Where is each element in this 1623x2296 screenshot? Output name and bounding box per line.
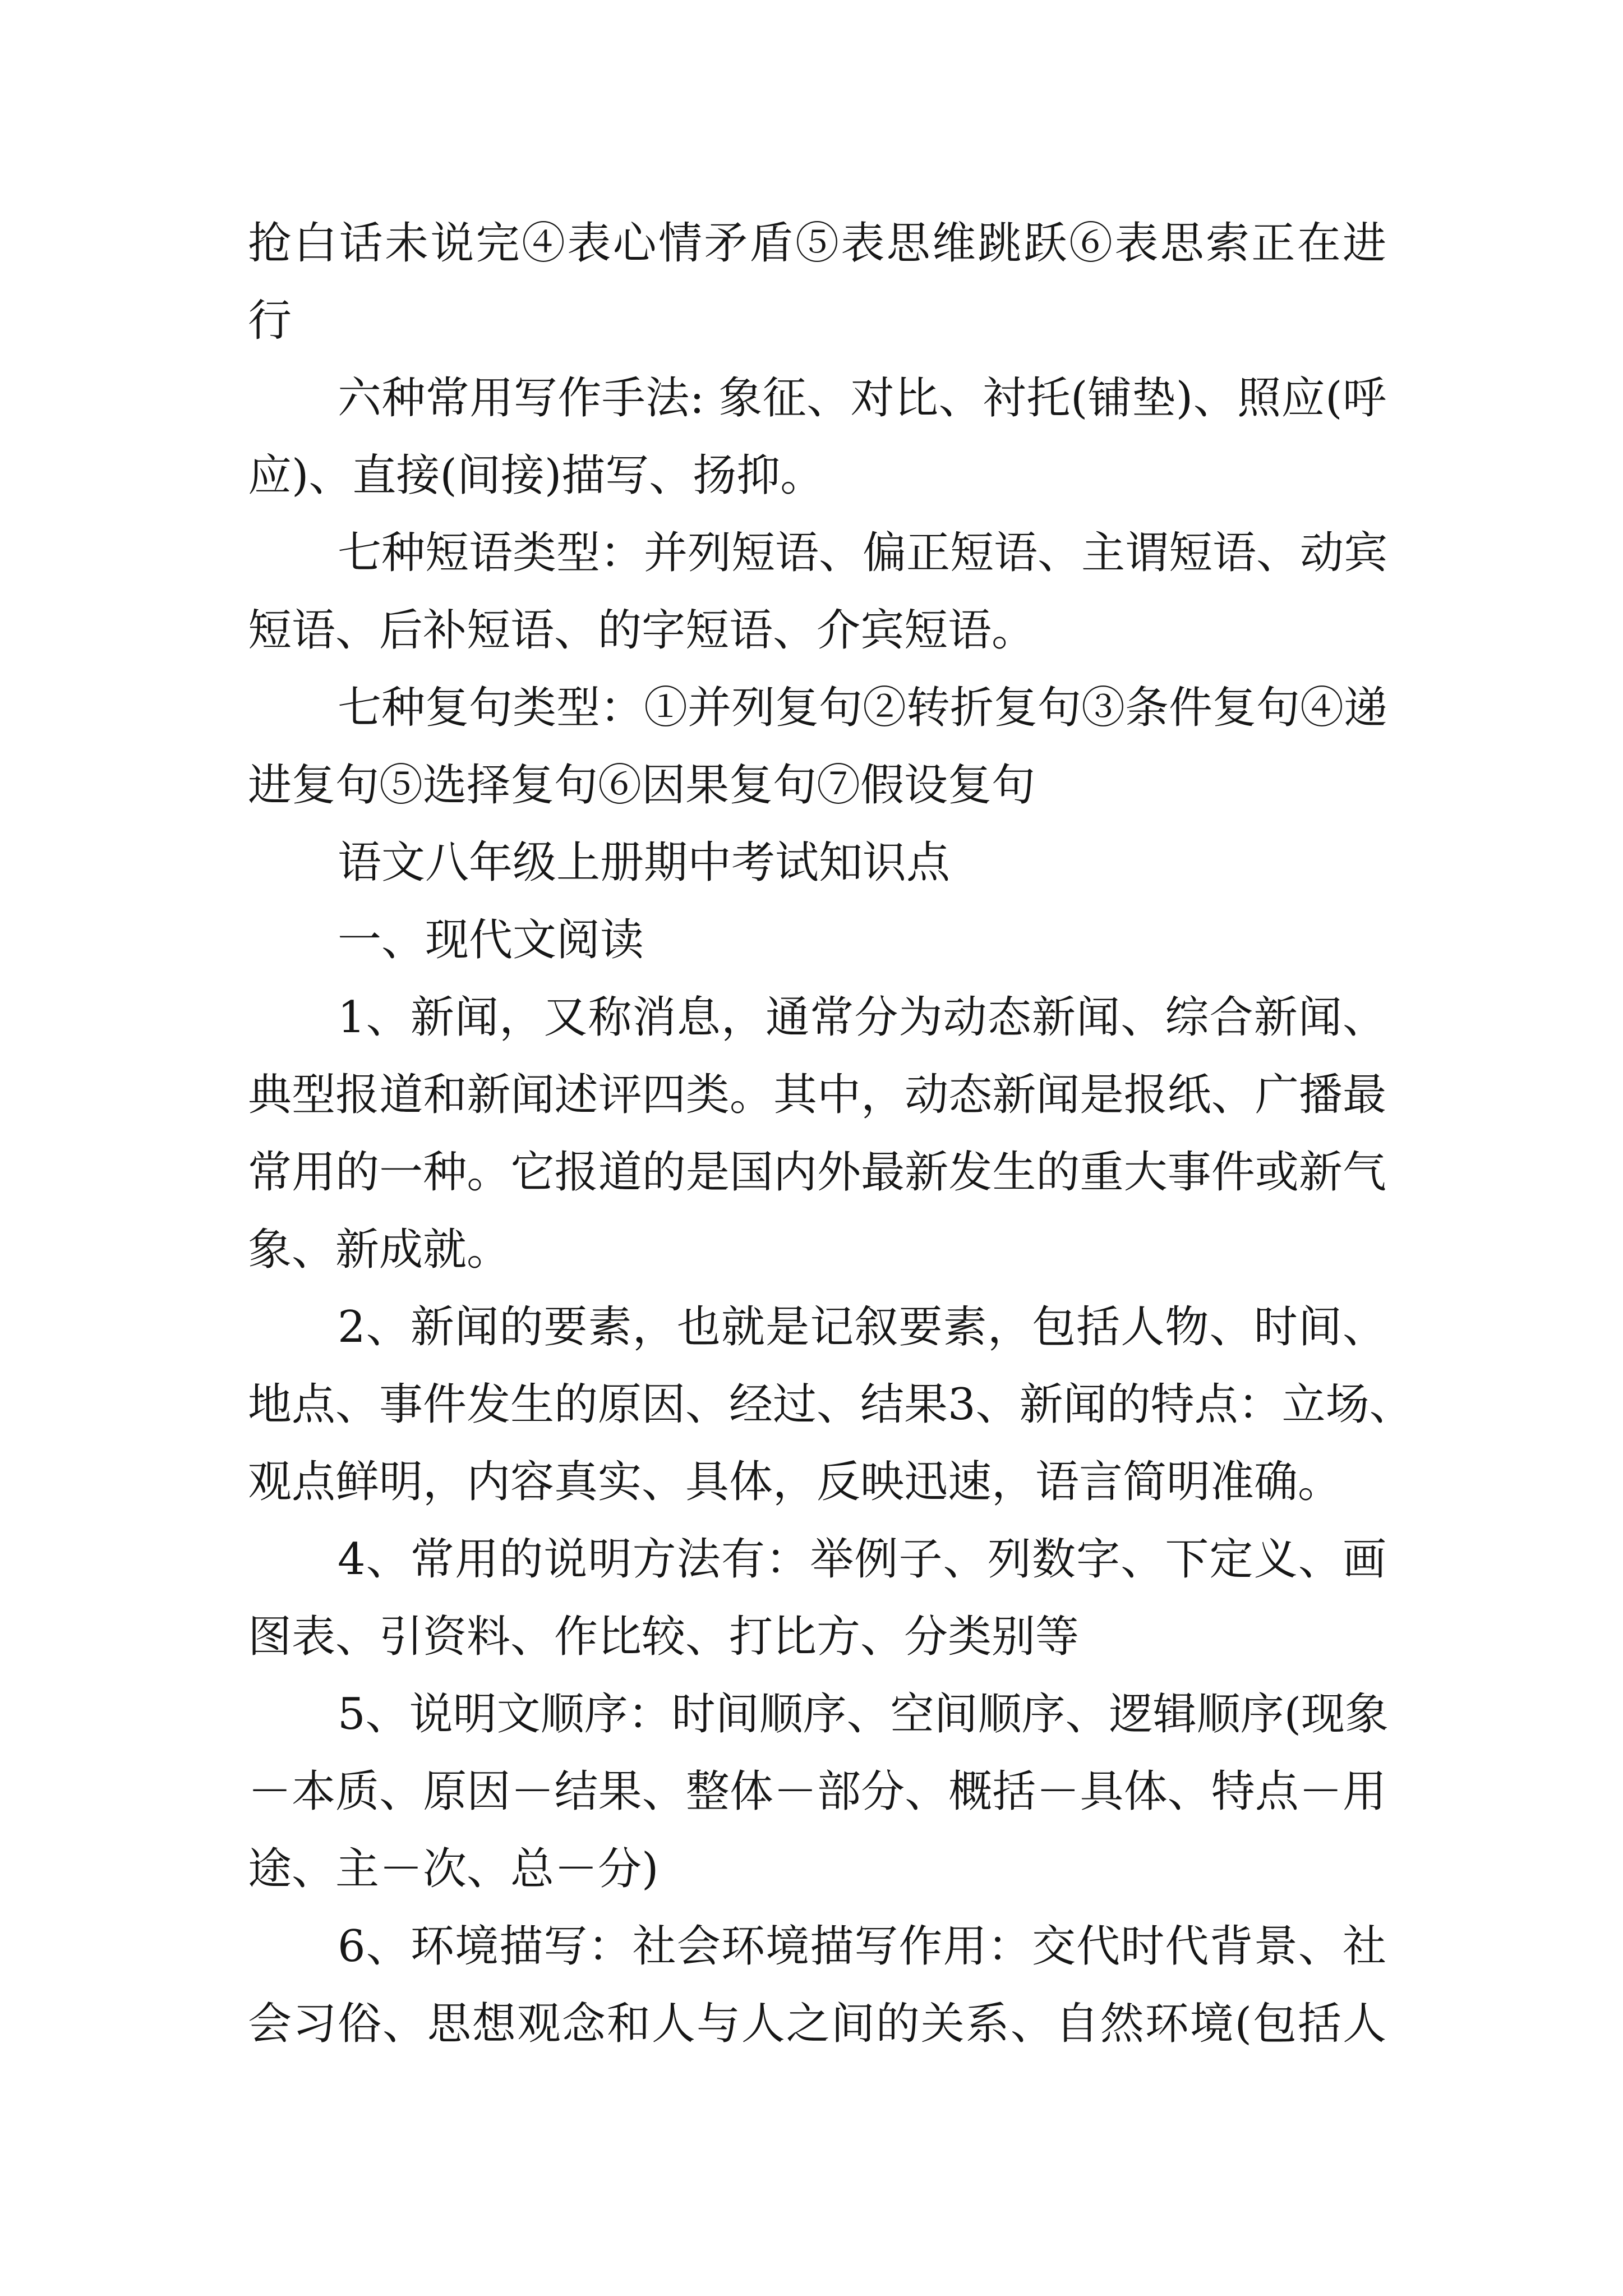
text-line: 应)、直接(间接)描写、扬抑。 xyxy=(248,450,824,501)
text-line: 会习俗、思想观念和人与人之间的关系、自然环境(包括人 xyxy=(248,1999,1386,2049)
text-line: 地点、事件发生的原因、经过、结果3、新闻的特点：立场、 xyxy=(248,1379,1413,1430)
text-line: 图表、引资料、作比较、打比方、分类别等 xyxy=(248,1612,1080,1662)
paragraph-news-definition xyxy=(248,979,1386,1289)
section-heading-text: 一、现代文阅读 xyxy=(338,915,644,965)
section-heading xyxy=(248,901,1386,979)
document-body xyxy=(248,205,1413,2063)
text-line: 六种常用写作手法: 象征、对比、衬托(铺垫)、照应(呼 xyxy=(338,373,1386,424)
text-line: －本质、原因－结果、整体－部分、概括－具体、特点－用 xyxy=(248,1766,1386,1817)
text-line: 进复句⑤选择复句⑥因果复句⑦假设复句 xyxy=(248,760,1036,811)
text-line: 七种复句类型：①并列复句②转折复句③条件复句④递 xyxy=(338,683,1388,733)
text-line: 2、新闻的要素，也就是记叙要素，包括人物、时间、 xyxy=(338,1302,1386,1352)
text-line: 4、常用的说明方法有：举例子、列数字、下定义、画 xyxy=(338,1534,1386,1585)
text-line: 5、说明文顺序：时间顺序、空间顺序、逻辑顺序(现象 xyxy=(338,1689,1389,1740)
text-line: 短语、后补短语、的字短语、介宾短语。 xyxy=(248,605,1036,656)
text-line: 七种短语类型：并列短语、偏正短语、主谓短语、动宾 xyxy=(338,528,1388,578)
text-line: 观点鲜明，内容真实、具体，反映迅速，语言简明准确。 xyxy=(248,1457,1342,1507)
paragraph-explanation-methods xyxy=(248,1521,1386,1676)
text-line: 抢白话未说完④表心情矛盾⑤表思维跳跃⑥表思索正在进 xyxy=(248,218,1386,269)
section-title-text: 语文八年级上册期中考试知识点 xyxy=(338,838,951,888)
paragraph-complex-sentence-types xyxy=(248,669,1386,824)
text-line: 6、环境描写：社会环境描写作用：交代时代背景、社 xyxy=(338,1921,1386,1972)
paragraph-environment-description xyxy=(248,1908,1386,2063)
text-line: 1、新闻，又称消息，通常分为动态新闻、综合新闻、 xyxy=(338,992,1386,1043)
section-title xyxy=(248,824,1386,901)
paragraph-news-elements xyxy=(248,1289,1413,1521)
text-line: 途、主－次、总－分) xyxy=(248,1844,659,1894)
paragraph-writing-techniques xyxy=(248,360,1386,514)
text-line: 常用的一种。它报道的是国内外最新发生的重大事件或新气 xyxy=(248,1147,1386,1198)
text-line: 典型报道和新闻述评四类。其中，动态新闻是报纸、广播最 xyxy=(248,1070,1386,1120)
text-line: 行 xyxy=(248,296,292,346)
paragraph-continued xyxy=(248,205,1386,360)
paragraph-explanation-order xyxy=(248,1676,1389,1908)
text-line: 象、新成就。 xyxy=(248,1225,511,1275)
paragraph-phrase-types xyxy=(248,514,1386,669)
